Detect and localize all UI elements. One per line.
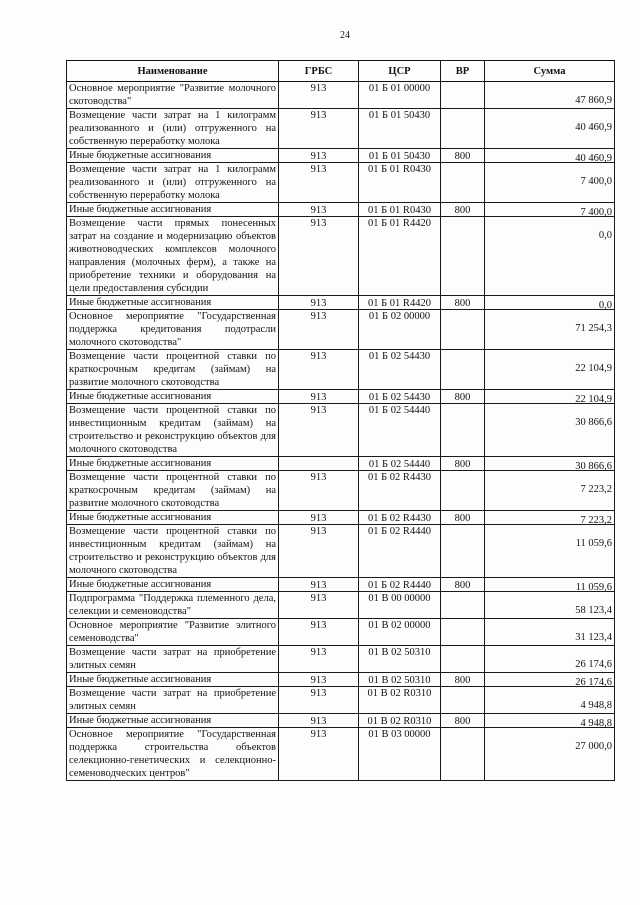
cell-sum [485, 109, 615, 149]
cell-name [67, 728, 279, 781]
cell-grbs [279, 592, 359, 619]
table-row [67, 404, 615, 457]
table-row [67, 82, 615, 109]
cell-csr-text: 01 В 02 50310 [368, 675, 431, 686]
cell-grbs [279, 673, 359, 687]
cell-grbs-text: 913 [310, 151, 327, 162]
header-csr: ЦСР [359, 61, 441, 82]
cell-sum-text: 31 123,4 [575, 632, 612, 643]
cell-sum-text: 4 948,8 [580, 700, 612, 711]
cell-sum-text: 7 223,2 [580, 515, 612, 526]
cell-sum-text: 40 460,9 [575, 153, 612, 164]
cell-vr-text: 800 [454, 151, 471, 162]
cell-name-text: Основное мероприятие "Государственная поддержка кредитования подотрасли молочного скотоводства" [69, 311, 276, 348]
cell-name-text: Возмещение части затрат на 1 килограмм реализованного и (или) отгруженного на собственную переработку молока [69, 110, 276, 147]
cell-sum [485, 578, 615, 592]
cell-vr-text: 800 [454, 459, 471, 470]
table-row [67, 687, 615, 714]
cell-vr [441, 296, 485, 310]
cell-csr-text: 01 В 03 00000 [368, 729, 431, 740]
cell-grbs-text: 913 [310, 392, 327, 403]
cell-csr [359, 728, 441, 781]
table-row [67, 619, 615, 646]
page-number: 24 [340, 30, 350, 41]
cell-csr [359, 310, 441, 350]
cell-grbs-text: 913 [310, 620, 327, 631]
cell-csr-text: 01 Б 02 54440 [368, 405, 431, 416]
table-row [67, 149, 615, 163]
cell-name [67, 149, 279, 163]
cell-vr [441, 310, 485, 350]
cell-name [67, 296, 279, 310]
cell-csr-text: 01 Б 01 R4420 [368, 218, 431, 229]
cell-name-text: Иные бюджетные ассигнования [69, 579, 212, 590]
cell-sum [485, 390, 615, 404]
cell-csr [359, 646, 441, 673]
cell-csr [359, 511, 441, 525]
cell-csr [359, 163, 441, 203]
cell-name [67, 217, 279, 296]
cell-name-text: Иные бюджетные ассигнования [69, 674, 212, 685]
cell-sum-text: 26 174,6 [575, 659, 612, 670]
cell-csr-text: 01 Б 02 54430 [368, 392, 431, 403]
cell-sum [485, 203, 615, 217]
cell-grbs-text: 913 [310, 675, 327, 686]
cell-name-text: Иные бюджетные ассигнования [69, 150, 212, 161]
cell-vr [441, 163, 485, 203]
cell-csr-text: 01 Б 01 R4420 [368, 298, 431, 309]
cell-vr [441, 619, 485, 646]
cell-sum-text: 47 860,9 [575, 95, 612, 106]
cell-csr [359, 673, 441, 687]
cell-name-text: Иные бюджетные ассигнования [69, 391, 212, 402]
cell-sum-text: 11 059,6 [575, 538, 612, 549]
cell-name [67, 203, 279, 217]
cell-vr [441, 350, 485, 390]
cell-vr-text: 800 [454, 580, 471, 591]
cell-sum [485, 217, 615, 296]
cell-grbs-text: 913 [310, 218, 327, 229]
cell-csr [359, 525, 441, 578]
cell-name [67, 163, 279, 203]
cell-grbs [279, 511, 359, 525]
cell-csr [359, 390, 441, 404]
cell-csr-text: 01 В 02 00000 [368, 620, 431, 631]
cell-csr-text: 01 Б 02 R4440 [368, 526, 431, 537]
cell-sum [485, 687, 615, 714]
budget-table [66, 60, 615, 781]
cell-sum [485, 457, 615, 471]
cell-grbs-text: 913 [310, 298, 327, 309]
cell-grbs-text: 913 [310, 110, 327, 121]
cell-csr [359, 82, 441, 109]
cell-grbs [279, 109, 359, 149]
cell-csr-text: 01 В 02 50310 [368, 647, 431, 658]
header-name: Наименование [67, 61, 279, 82]
cell-vr-text: 800 [454, 205, 471, 216]
cell-name-text: Возмещение части прямых понесенных затрат на создание и модернизацию объектов животноводческих комплексов молочного направления (молочных ферм), а также на приобретение техники и оборудования на цели предоставления субсидии [69, 218, 276, 294]
cell-csr [359, 592, 441, 619]
cell-csr-text: 01 Б 01 R0430 [368, 205, 431, 216]
cell-grbs [279, 714, 359, 728]
cell-name-text: Возмещение части процентной ставки по краткосрочным кредитам (займам) на развитие молочного скотоводства [69, 472, 276, 509]
cell-grbs-text: 913 [310, 593, 327, 604]
cell-name-text: Возмещение части процентной ставки по инвестиционным кредитам (займам) на строительство и реконструкцию объектов для молочного скотоводства [69, 405, 276, 455]
cell-sum [485, 310, 615, 350]
table-row [67, 673, 615, 687]
cell-grbs-text: 913 [310, 729, 327, 740]
cell-name-text: Возмещение части процентной ставки по инвестиционным кредитам (займам) на строительство и реконструкцию объектов для молочного скотоводства [69, 526, 276, 576]
table-body [67, 82, 615, 781]
cell-vr [441, 592, 485, 619]
cell-sum-text: 0,0 [598, 300, 612, 311]
cell-sum-text: 0,0 [598, 230, 612, 241]
cell-vr [441, 714, 485, 728]
cell-vr [441, 390, 485, 404]
header-vr: ВР [441, 61, 485, 82]
table-row [67, 350, 615, 390]
cell-grbs-text: 913 [310, 164, 327, 175]
cell-csr-text: 01 В 00 00000 [368, 593, 431, 604]
cell-name-text: Иные бюджетные ассигнования [69, 715, 212, 726]
cell-vr [441, 82, 485, 109]
cell-csr [359, 687, 441, 714]
cell-name [67, 687, 279, 714]
cell-csr [359, 471, 441, 511]
cell-csr [359, 619, 441, 646]
cell-sum [485, 619, 615, 646]
cell-grbs [279, 619, 359, 646]
cell-vr [441, 404, 485, 457]
cell-sum-text: 27 000,0 [575, 741, 612, 752]
table-row [67, 592, 615, 619]
cell-vr [441, 149, 485, 163]
cell-grbs [279, 82, 359, 109]
cell-sum [485, 646, 615, 673]
cell-vr [441, 109, 485, 149]
cell-vr [441, 687, 485, 714]
header-sum: Сумма [485, 61, 615, 82]
cell-csr [359, 203, 441, 217]
cell-grbs-text: 913 [310, 83, 327, 94]
table-row [67, 217, 615, 296]
cell-vr [441, 673, 485, 687]
cell-sum [485, 350, 615, 390]
table-row [67, 511, 615, 525]
cell-sum-text: 71 254,3 [575, 323, 612, 334]
cell-name-text: Возмещение части затрат на 1 килограмм реализованного и (или) отгруженного на собственную переработку молока [69, 164, 276, 201]
cell-csr-text: 01 Б 02 R4430 [368, 472, 431, 483]
cell-csr-text: 01 Б 02 00000 [368, 311, 431, 322]
cell-vr [441, 728, 485, 781]
cell-sum-text: 30 866,6 [575, 461, 612, 472]
cell-grbs [279, 149, 359, 163]
cell-name [67, 350, 279, 390]
cell-grbs [279, 728, 359, 781]
table-row [67, 525, 615, 578]
cell-name [67, 82, 279, 109]
table-row [67, 646, 615, 673]
cell-sum-text: 7 223,2 [580, 484, 612, 495]
cell-vr [441, 511, 485, 525]
cell-name-text: Иные бюджетные ассигнования [69, 458, 212, 469]
cell-vr [441, 578, 485, 592]
cell-vr [441, 525, 485, 578]
cell-csr-text: 01 Б 01 R0430 [368, 164, 431, 175]
table-row [67, 471, 615, 511]
cell-name-text: Возмещение части процентной ставки по краткосрочным кредитам (займам) на развитие молочного скотоводства [69, 351, 276, 388]
cell-csr [359, 217, 441, 296]
cell-name [67, 619, 279, 646]
cell-name [67, 673, 279, 687]
cell-grbs [279, 646, 359, 673]
cell-sum [485, 149, 615, 163]
cell-grbs-text: 913 [310, 351, 327, 362]
cell-csr [359, 109, 441, 149]
cell-grbs-text: 913 [310, 688, 327, 699]
table-header [67, 61, 615, 82]
cell-name [67, 457, 279, 471]
cell-grbs [279, 687, 359, 714]
cell-sum-text: 40 460,9 [575, 122, 612, 133]
cell-name [67, 404, 279, 457]
cell-sum [485, 525, 615, 578]
cell-grbs [279, 310, 359, 350]
cell-sum [485, 673, 615, 687]
cell-grbs-text: 913 [310, 472, 327, 483]
cell-vr-text: 800 [454, 513, 471, 524]
table-row [67, 390, 615, 404]
cell-name [67, 714, 279, 728]
cell-sum [485, 511, 615, 525]
table-row [67, 310, 615, 350]
cell-csr-text: 01 Б 02 54440 [368, 459, 431, 470]
cell-name [67, 646, 279, 673]
cell-grbs [279, 163, 359, 203]
cell-csr [359, 404, 441, 457]
table-row [67, 578, 615, 592]
table-row [67, 728, 615, 781]
cell-name [67, 390, 279, 404]
cell-name-text: Иные бюджетные ассигнования [69, 297, 212, 308]
cell-grbs [279, 390, 359, 404]
cell-name [67, 592, 279, 619]
table-row [67, 714, 615, 728]
table-row [67, 163, 615, 203]
cell-name [67, 578, 279, 592]
cell-grbs-text: 913 [310, 580, 327, 591]
cell-name-text: Основное мероприятие "Развитие молочного скотоводства" [69, 83, 276, 107]
cell-grbs [279, 525, 359, 578]
cell-name [67, 471, 279, 511]
cell-vr-text: 800 [454, 392, 471, 403]
table-row [67, 457, 615, 471]
cell-grbs [279, 457, 359, 471]
cell-grbs-text: 913 [310, 647, 327, 658]
cell-csr-text: 01 Б 01 00000 [368, 83, 431, 94]
cell-csr [359, 296, 441, 310]
cell-csr [359, 578, 441, 592]
cell-grbs [279, 471, 359, 511]
cell-csr-text: 01 Б 01 50430 [368, 110, 431, 121]
cell-name [67, 525, 279, 578]
cell-grbs [279, 296, 359, 310]
cell-grbs [279, 203, 359, 217]
cell-name [67, 109, 279, 149]
table-row [67, 203, 615, 217]
cell-sum [485, 471, 615, 511]
cell-csr-text: 01 В 02 R0310 [367, 688, 432, 699]
cell-csr-text: 01 В 02 R0310 [367, 716, 432, 727]
table-row [67, 109, 615, 149]
cell-sum-text: 11 059,6 [575, 582, 612, 593]
cell-sum [485, 404, 615, 457]
cell-sum-text: 30 866,6 [575, 417, 612, 428]
cell-grbs-text: 913 [310, 205, 327, 216]
cell-name-text: Возмещение части затрат на приобретение элитных семян [69, 647, 276, 671]
cell-grbs [279, 350, 359, 390]
cell-csr-text: 01 Б 02 54430 [368, 351, 431, 362]
cell-vr-text: 800 [454, 298, 471, 309]
cell-csr [359, 350, 441, 390]
cell-name-text: Возмещение части затрат на приобретение элитных семян [69, 688, 276, 712]
cell-csr [359, 457, 441, 471]
cell-sum-text: 7 400,0 [580, 207, 612, 218]
cell-csr-text: 01 Б 01 50430 [368, 151, 431, 162]
cell-sum [485, 296, 615, 310]
cell-grbs [279, 404, 359, 457]
cell-name-text: Основное мероприятие "Государственная поддержка строительства объектов селекционно-генетических и селекционно-семеноводческих центров" [69, 729, 276, 779]
cell-name-text: Иные бюджетные ассигнования [69, 204, 212, 215]
cell-name-text: Иные бюджетные ассигнования [69, 512, 212, 523]
cell-name-text: Подпрограмма "Поддержка племенного дела, селекции и семеноводства" [69, 593, 276, 617]
cell-grbs-text: 913 [310, 405, 327, 416]
cell-name-text: Основное мероприятие "Развитие элитного семеноводства" [69, 620, 276, 644]
cell-vr [441, 471, 485, 511]
cell-vr [441, 646, 485, 673]
cell-name [67, 511, 279, 525]
cell-name [67, 310, 279, 350]
cell-grbs-text: 913 [310, 513, 327, 524]
cell-csr-text: 01 Б 02 R4440 [368, 580, 431, 591]
header-grbs: ГРБС [279, 61, 359, 82]
cell-sum [485, 592, 615, 619]
cell-grbs-text: 913 [310, 716, 327, 727]
cell-sum [485, 714, 615, 728]
header-row [67, 61, 615, 82]
cell-grbs [279, 217, 359, 296]
cell-csr [359, 714, 441, 728]
cell-vr [441, 217, 485, 296]
cell-sum [485, 82, 615, 109]
cell-sum-text: 22 104,9 [575, 394, 612, 405]
cell-sum-text: 7 400,0 [580, 176, 612, 187]
cell-sum-text: 58 123,4 [575, 605, 612, 616]
cell-sum [485, 728, 615, 781]
cell-sum-text: 26 174,6 [575, 677, 612, 688]
cell-csr [359, 149, 441, 163]
cell-grbs-text: 913 [310, 311, 327, 322]
cell-grbs-text: 913 [310, 526, 327, 537]
cell-sum [485, 163, 615, 203]
cell-vr [441, 457, 485, 471]
cell-vr-text: 800 [454, 716, 471, 727]
cell-vr [441, 203, 485, 217]
cell-sum-text: 22 104,9 [575, 363, 612, 374]
cell-csr-text: 01 Б 02 R4430 [368, 513, 431, 524]
cell-sum-text: 4 948,8 [580, 718, 612, 729]
cell-grbs [279, 578, 359, 592]
cell-vr-text: 800 [454, 675, 471, 686]
table-row [67, 296, 615, 310]
